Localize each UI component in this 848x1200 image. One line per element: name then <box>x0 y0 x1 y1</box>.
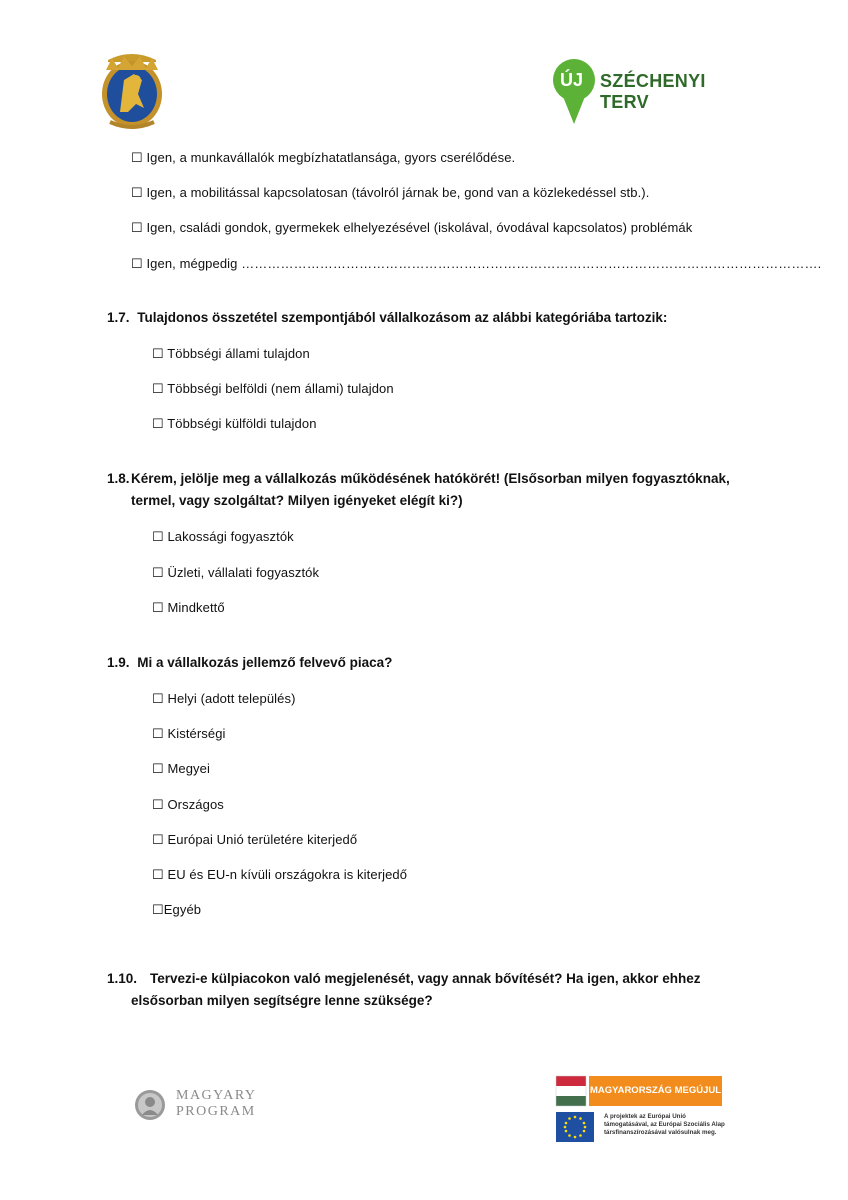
banner-text: MAGYARORSZÁG MEGÚJUL <box>589 1076 722 1106</box>
question-text-line2: termel, vagy szolgáltat? Milyen igényeket elégít ki?) <box>131 493 463 508</box>
option-business[interactable]: ☐ Üzleti, vállalati fogyasztók <box>152 565 320 580</box>
logo-text: SZÉCHENYI TERV <box>600 71 706 112</box>
option-subregional[interactable]: ☐ Kistérségi <box>152 726 226 741</box>
question-text-line2: elsősorban milyen segítségre lenne szüksége? <box>131 993 433 1008</box>
magyary-line2: PROGRAM <box>176 1104 256 1119</box>
question-1-7 <box>107 307 747 329</box>
option-consumers[interactable]: ☐ Lakossági fogyasztók <box>152 529 294 544</box>
option-eu[interactable]: ☐ Európai Unió területére kiterjedő <box>152 832 358 847</box>
question-1-8 <box>107 468 747 512</box>
option-mobility[interactable]: ☐ Igen, a mobilitással kapcsolatosan (távolról járnak be, gond van a közlekedéssel stb.). <box>131 185 650 200</box>
magyary-program-logo <box>134 1088 264 1122</box>
question-number: 1.9. <box>107 655 130 670</box>
option-county[interactable]: ☐ Megyei <box>152 761 210 776</box>
option-other-specify[interactable]: ☐ Igen, mégpedig ……………………………………………………………………………………………………………………. <box>131 256 822 271</box>
option-family-problems[interactable]: ☐ Igen, családi gondok, gyermekek elhelyezésével (iskolával, óvodával kapcsolatos) problémák <box>131 220 693 235</box>
option-eu-and-beyond[interactable]: ☐ EU és EU-n kívüli országokra is kiterjedő <box>152 867 408 882</box>
coat-of-arms-logo <box>98 50 166 130</box>
eu-flag-icon <box>556 1112 594 1142</box>
option-unreliable-workers[interactable]: ☐ Igen, a munkavállalók megbízhatatlansága, gyors cserélődése. <box>131 150 516 165</box>
magyarorszag-megujul-logo <box>556 1074 726 1146</box>
eu-text-3: társfinanszírozásával valósulnak meg. <box>604 1129 717 1136</box>
question-1-9 <box>107 652 747 674</box>
eu-text-1: A projektek az Európai Unió <box>604 1113 686 1120</box>
question-number: 1.10. <box>107 971 138 986</box>
option-domestic-owned[interactable]: ☐ Többségi belföldi (nem állami) tulajdon <box>152 381 394 396</box>
eu-text-2: támogatásával, az Európai Szociális Alap <box>604 1121 725 1128</box>
uj-szechenyi-terv-logo <box>552 58 752 126</box>
option-national[interactable]: ☐ Országos <box>152 797 224 812</box>
question-number: 1.7. <box>107 310 130 325</box>
option-foreign-owned[interactable]: ☐ Többségi külföldi tulajdon <box>152 416 317 431</box>
magyary-line1: MAGYARY <box>176 1088 257 1103</box>
question-text-line1: Kérem, jelölje meg a vállalkozás működésének hatókörét! (Elsősorban milyen fogyasztóknak, <box>131 471 730 486</box>
option-other[interactable]: ☐Egyéb <box>152 902 202 917</box>
question-number: 1.8. <box>107 471 130 486</box>
option-both[interactable]: ☐ Mindkettő <box>152 600 225 615</box>
question-text: Tulajdonos összetétel szempontjából vállalkozásom az alábbi kategóriába tartozik: <box>137 310 668 325</box>
option-local[interactable]: ☐ Helyi (adott település) <box>152 691 296 706</box>
question-text: Mi a vállalkozás jellemző felvevő piaca? <box>137 655 393 670</box>
option-state-owned[interactable]: ☐ Többségi állami tulajdon <box>152 346 310 361</box>
question-1-10 <box>107 968 747 1012</box>
logo-prefix: ÚJ <box>560 70 584 90</box>
question-text-line1: Tervezi-e külpiacokon való megjelenését, vagy annak bővítését? Ha igen, akkor ehhez <box>150 971 701 986</box>
